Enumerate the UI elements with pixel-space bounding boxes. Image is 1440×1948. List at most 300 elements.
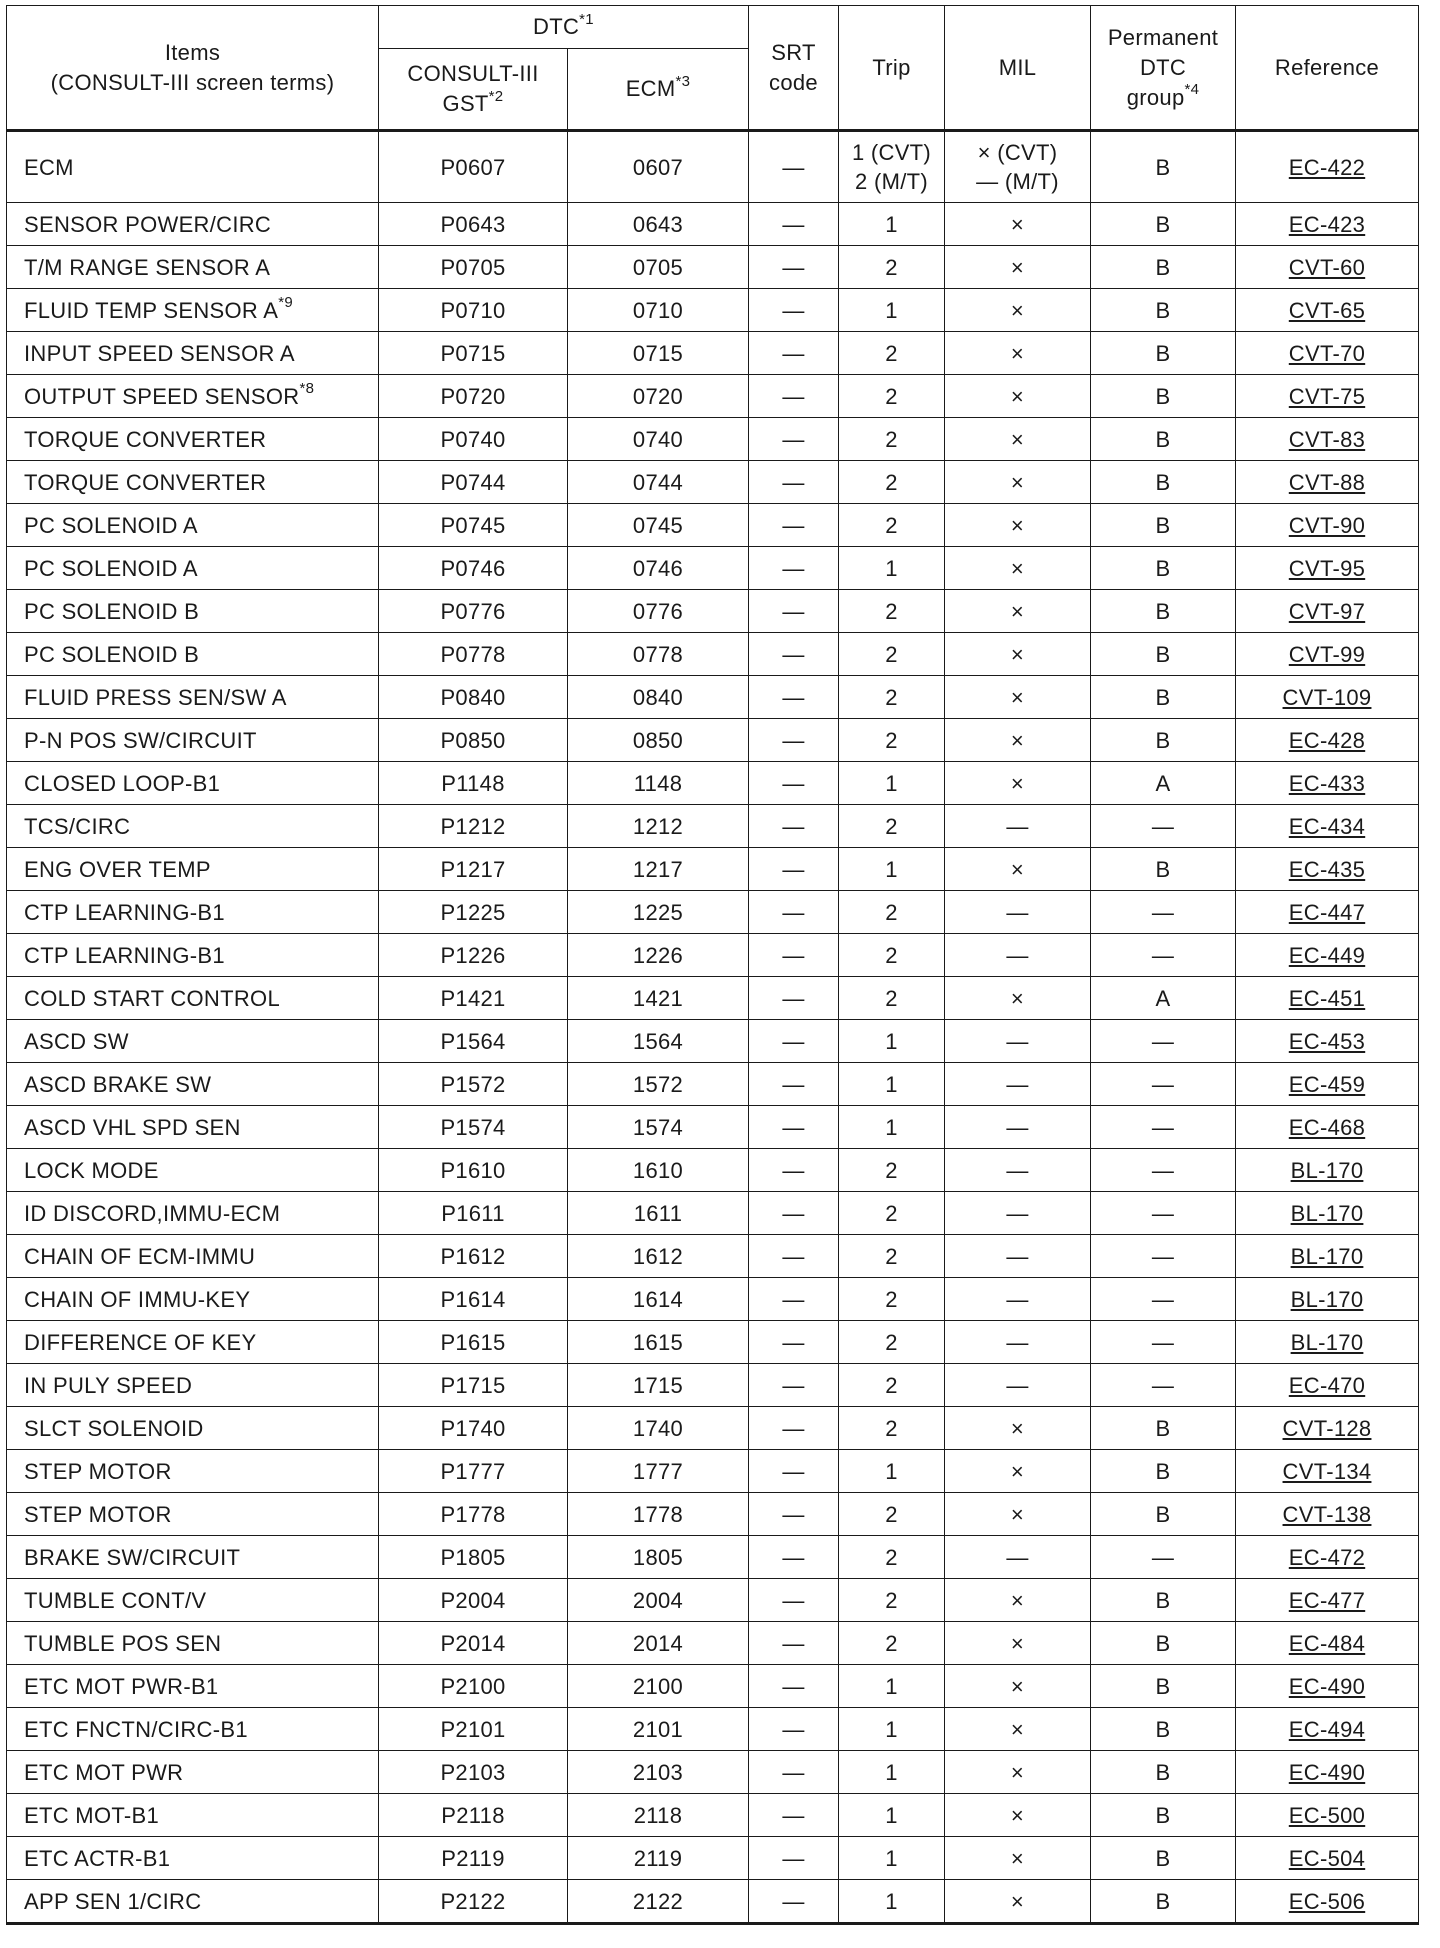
srt-code-cell: —: [749, 1192, 839, 1235]
trip-cell: [839, 131, 945, 203]
permanent-dtc-group-cell: B: [1091, 289, 1236, 332]
ecm-cell: 1226: [568, 934, 749, 977]
reference-link[interactable]: CVT-99: [1288, 641, 1366, 667]
reference-link[interactable]: EC-423: [1288, 211, 1366, 237]
reference-link[interactable]: EC-506: [1288, 1888, 1366, 1914]
ecm-cell: 0607: [568, 131, 749, 203]
item-name: LOCK MODE: [24, 1157, 159, 1183]
reference-link[interactable]: EC-504: [1288, 1845, 1366, 1871]
trip-cell: 2: [839, 590, 945, 633]
reference-cell: [1236, 848, 1419, 891]
ecm-cell: 1421: [568, 977, 749, 1020]
ecm-cell: 1740: [568, 1407, 749, 1450]
header-consult-gst: CONSULT-III GST$^{*2}$: [379, 49, 568, 131]
reference-link[interactable]: EC-470: [1288, 1372, 1366, 1398]
reference-link[interactable]: EC-468: [1288, 1114, 1366, 1140]
reference-cell: [1236, 1880, 1419, 1924]
reference-link[interactable]: CVT-95: [1288, 555, 1366, 581]
header-ecm: ECM$^{*3}$: [568, 49, 749, 131]
srt-code-cell: —: [749, 805, 839, 848]
ecm-cell: 1611: [568, 1192, 749, 1235]
item-name: ETC MOT PWR: [24, 1759, 184, 1785]
permanent-dtc-group-cell: B: [1091, 504, 1236, 547]
item-cell: [7, 1149, 379, 1192]
permanent-dtc-group-cell: —: [1091, 1321, 1236, 1364]
item-cell: [7, 1364, 379, 1407]
mil-value: — (M/T): [976, 169, 1059, 194]
item-cell: [7, 1837, 379, 1880]
consult-gst-cell: P2122: [379, 1880, 568, 1924]
item-cell: [7, 633, 379, 676]
reference-link[interactable]: EC-433: [1288, 770, 1366, 796]
srt-code-cell: —: [749, 131, 839, 203]
permanent-dtc-group-cell: A: [1091, 762, 1236, 805]
reference-link[interactable]: CVT-109: [1282, 684, 1372, 710]
consult-gst-cell: P1740: [379, 1407, 568, 1450]
mil-cell: ×: [945, 504, 1091, 547]
dtc-table: [6, 5, 1419, 1925]
item-name: COLD START CONTROL: [24, 985, 280, 1011]
table-row: [7, 1407, 1419, 1450]
item-cell: [7, 1020, 379, 1063]
table-row: [7, 375, 1419, 418]
table-row: [7, 1536, 1419, 1579]
consult-gst-cell: P0840: [379, 676, 568, 719]
mil-cell: ×: [945, 418, 1091, 461]
reference-link[interactable]: EC-435: [1288, 856, 1366, 882]
reference-link[interactable]: EC-459: [1288, 1071, 1366, 1097]
table-row: [7, 1235, 1419, 1278]
ecm-cell: 2119: [568, 1837, 749, 1880]
reference-cell: [1236, 1278, 1419, 1321]
permanent-dtc-group-cell: —: [1091, 805, 1236, 848]
permanent-dtc-group-cell: B: [1091, 131, 1236, 203]
consult-gst-cell: P1212: [379, 805, 568, 848]
mil-cell: ×: [945, 1708, 1091, 1751]
item-cell: [7, 1622, 379, 1665]
reference-cell: [1236, 934, 1419, 977]
permanent-dtc-group-cell: B: [1091, 547, 1236, 590]
ecm-cell: 1225: [568, 891, 749, 934]
item-cell: [7, 1579, 379, 1622]
item-name: ETC MOT PWR-B1: [24, 1673, 219, 1699]
reference-link[interactable]: CVT-138: [1282, 1501, 1372, 1527]
item-name: CTP LEARNING-B1: [24, 899, 225, 925]
reference-link[interactable]: EC-472: [1288, 1544, 1366, 1570]
table-row: [7, 1579, 1419, 1622]
srt-code-cell: —: [749, 1106, 839, 1149]
item-name: CHAIN OF IMMU-KEY: [24, 1286, 251, 1312]
reference-cell: [1236, 1020, 1419, 1063]
consult-gst-cell: P0607: [379, 131, 568, 203]
table-row: [7, 504, 1419, 547]
ecm-cell: 1615: [568, 1321, 749, 1364]
item-cell: [7, 1880, 379, 1924]
item-name: TORQUE CONVERTER: [24, 469, 267, 495]
table-row: [7, 719, 1419, 762]
consult-gst-cell: P1574: [379, 1106, 568, 1149]
mil-cell: ×: [945, 246, 1091, 289]
trip-cell: 1: [839, 1794, 945, 1837]
ecm-cell: 1574: [568, 1106, 749, 1149]
trip-cell: 2: [839, 676, 945, 719]
reference-cell: [1236, 1149, 1419, 1192]
reference-link[interactable]: BL-170: [1290, 1200, 1364, 1226]
reference-cell: [1236, 676, 1419, 719]
item-name: TUMBLE POS SEN: [24, 1630, 222, 1656]
reference-cell: [1236, 977, 1419, 1020]
consult-gst-cell: P1611: [379, 1192, 568, 1235]
consult-gst-cell: P1564: [379, 1020, 568, 1063]
mil-cell: ×: [945, 676, 1091, 719]
table-row: [7, 418, 1419, 461]
header-dtc: DTC$^{*1}$: [379, 6, 749, 49]
srt-code-cell: —: [749, 332, 839, 375]
reference-cell: [1236, 203, 1419, 246]
permanent-dtc-group-cell: B: [1091, 1880, 1236, 1924]
trip-cell: 1: [839, 1063, 945, 1106]
permanent-dtc-group-cell: B: [1091, 203, 1236, 246]
table-header: [7, 6, 1419, 131]
reference-link[interactable]: CVT-134: [1282, 1458, 1372, 1484]
mil-cell: ×: [945, 719, 1091, 762]
reference-link[interactable]: CVT-90: [1288, 512, 1366, 538]
permanent-dtc-group-cell: —: [1091, 934, 1236, 977]
mil-cell: —: [945, 1235, 1091, 1278]
table-row: [7, 1106, 1419, 1149]
item-name: TORQUE CONVERTER: [24, 426, 267, 452]
reference-link[interactable]: EC-494: [1288, 1716, 1366, 1742]
srt-code-cell: —: [749, 1149, 839, 1192]
item-name: CLOSED LOOP-B1: [24, 770, 221, 796]
reference-link[interactable]: CVT-75: [1288, 383, 1366, 409]
trip-cell: 2: [839, 1278, 945, 1321]
table-row: [7, 1837, 1419, 1880]
item-cell: [7, 1321, 379, 1364]
mil-cell: ×: [945, 1794, 1091, 1837]
reference-link[interactable]: CVT-128: [1282, 1415, 1372, 1441]
item-cell: [7, 676, 379, 719]
ecm-cell: 0850: [568, 719, 749, 762]
item-cell: [7, 1235, 379, 1278]
reference-link[interactable]: CVT-65: [1288, 297, 1366, 323]
reference-link[interactable]: CVT-83: [1288, 426, 1366, 452]
ecm-cell: 2122: [568, 1880, 749, 1924]
consult-gst-cell: P1777: [379, 1450, 568, 1493]
table-row: [7, 1149, 1419, 1192]
reference-link[interactable]: CVT-97: [1288, 598, 1366, 624]
reference-cell: [1236, 1665, 1419, 1708]
mil-cell: ×: [945, 590, 1091, 633]
trip-cell: 2: [839, 1407, 945, 1450]
table-row: [7, 1364, 1419, 1407]
consult-gst-cell: P1225: [379, 891, 568, 934]
permanent-dtc-group-cell: —: [1091, 1020, 1236, 1063]
ecm-cell: 0776: [568, 590, 749, 633]
item-name: CHAIN OF ECM-IMMU: [24, 1243, 256, 1269]
reference-cell: [1236, 805, 1419, 848]
ecm-cell: 1564: [568, 1020, 749, 1063]
permanent-dtc-group-cell: B: [1091, 1622, 1236, 1665]
consult-gst-cell: P2101: [379, 1708, 568, 1751]
ecm-cell: 1778: [568, 1493, 749, 1536]
reference-cell: [1236, 1364, 1419, 1407]
item-name: PC SOLENOID A: [24, 512, 198, 538]
reference-link[interactable]: EC-434: [1288, 813, 1366, 839]
reference-link[interactable]: EC-449: [1288, 942, 1366, 968]
item-name: ASCD SW: [24, 1028, 129, 1054]
permanent-dtc-group-cell: —: [1091, 1063, 1236, 1106]
table-row: [7, 203, 1419, 246]
item-name: ETC ACTR-B1: [24, 1845, 171, 1871]
reference-cell: [1236, 1794, 1419, 1837]
reference-link[interactable]: EC-451: [1288, 985, 1366, 1011]
mil-cell: ×: [945, 203, 1091, 246]
item-cell: [7, 1063, 379, 1106]
item-cell: [7, 1708, 379, 1751]
reference-cell: [1236, 246, 1419, 289]
trip-cell: 1: [839, 1880, 945, 1924]
consult-gst-cell: P1805: [379, 1536, 568, 1579]
consult-gst-cell: P0776: [379, 590, 568, 633]
ecm-cell: 1777: [568, 1450, 749, 1493]
item-cell: [7, 805, 379, 848]
ecm-cell: 1572: [568, 1063, 749, 1106]
item-name: TCS/CIRC: [24, 813, 131, 839]
reference-cell: [1236, 332, 1419, 375]
item-name: FLUID TEMP SENSOR A: [24, 297, 279, 323]
srt-code-cell: —: [749, 1665, 839, 1708]
mil-cell: [945, 131, 1091, 203]
srt-code-cell: —: [749, 1407, 839, 1450]
consult-gst-cell: P0745: [379, 504, 568, 547]
consult-gst-cell: P0720: [379, 375, 568, 418]
mil-cell: ×: [945, 1493, 1091, 1536]
permanent-dtc-group-cell: B: [1091, 633, 1236, 676]
reference-link[interactable]: CVT-60: [1288, 254, 1366, 280]
srt-code-cell: —: [749, 1837, 839, 1880]
srt-code-cell: —: [749, 1622, 839, 1665]
mil-cell: ×: [945, 1622, 1091, 1665]
trip-cell: 1: [839, 1751, 945, 1794]
reference-link[interactable]: EC-490: [1288, 1673, 1366, 1699]
ecm-cell: 0840: [568, 676, 749, 719]
item-name: P-N POS SW/CIRCUIT: [24, 727, 257, 753]
mil-cell: ×: [945, 289, 1091, 332]
consult-gst-cell: P0778: [379, 633, 568, 676]
reference-cell: [1236, 1751, 1419, 1794]
mil-cell: ×: [945, 332, 1091, 375]
consult-gst-cell: P0746: [379, 547, 568, 590]
reference-cell: [1236, 131, 1419, 203]
ecm-cell: 2014: [568, 1622, 749, 1665]
reference-cell: [1236, 590, 1419, 633]
item-name: ID DISCORD,IMMU-ECM: [24, 1200, 281, 1226]
item-cell: [7, 131, 379, 203]
consult-gst-cell: P1148: [379, 762, 568, 805]
srt-code-cell: —: [749, 1493, 839, 1536]
permanent-dtc-group-cell: B: [1091, 1579, 1236, 1622]
trip-cell: 1: [839, 289, 945, 332]
permanent-dtc-group-cell: —: [1091, 1192, 1236, 1235]
reference-cell: [1236, 1708, 1419, 1751]
srt-code-cell: —: [749, 1579, 839, 1622]
item-name: STEP MOTOR: [24, 1501, 172, 1527]
ecm-cell: 2004: [568, 1579, 749, 1622]
consult-gst-cell: P0740: [379, 418, 568, 461]
reference-cell: [1236, 1106, 1419, 1149]
trip-cell: 2: [839, 1192, 945, 1235]
srt-code-cell: —: [749, 1235, 839, 1278]
permanent-dtc-group-cell: —: [1091, 1149, 1236, 1192]
reference-link[interactable]: CVT-88: [1288, 469, 1366, 495]
ecm-cell: 1217: [568, 848, 749, 891]
mil-cell: ×: [945, 977, 1091, 1020]
item-cell: [7, 1407, 379, 1450]
permanent-dtc-group-cell: B: [1091, 848, 1236, 891]
item-name: STEP MOTOR: [24, 1458, 172, 1484]
mil-cell: —: [945, 934, 1091, 977]
srt-code-cell: —: [749, 891, 839, 934]
permanent-dtc-group-cell: B: [1091, 676, 1236, 719]
table-body: [7, 131, 1419, 1924]
reference-link[interactable]: EC-484: [1288, 1630, 1366, 1656]
item-cell: [7, 1192, 379, 1235]
trip-cell: 2: [839, 977, 945, 1020]
trip-cell: 2: [839, 418, 945, 461]
reference-cell: [1236, 1450, 1419, 1493]
srt-code-cell: —: [749, 461, 839, 504]
item-cell: [7, 719, 379, 762]
consult-gst-cell: P2119: [379, 1837, 568, 1880]
ecm-cell: 0778: [568, 633, 749, 676]
consult-gst-cell: P0715: [379, 332, 568, 375]
item-cell: [7, 977, 379, 1020]
consult-gst-cell: P0643: [379, 203, 568, 246]
reference-link[interactable]: BL-170: [1290, 1329, 1364, 1355]
item-cell: [7, 289, 379, 332]
table-row: [7, 246, 1419, 289]
table-row: [7, 977, 1419, 1020]
mil-cell: —: [945, 1106, 1091, 1149]
consult-gst-cell: P1614: [379, 1278, 568, 1321]
srt-code-cell: —: [749, 504, 839, 547]
reference-link[interactable]: EC-428: [1288, 727, 1366, 753]
permanent-dtc-group-cell: B: [1091, 1665, 1236, 1708]
reference-cell: [1236, 891, 1419, 934]
item-name: ETC FNCTN/CIRC-B1: [24, 1716, 248, 1742]
reference-cell: [1236, 375, 1419, 418]
mil-cell: —: [945, 1063, 1091, 1106]
reference-cell: [1236, 1192, 1419, 1235]
reference-cell: [1236, 1837, 1419, 1880]
ecm-cell: 0715: [568, 332, 749, 375]
table-row: [7, 332, 1419, 375]
reference-cell: [1236, 1622, 1419, 1665]
srt-code-cell: —: [749, 676, 839, 719]
srt-code-cell: —: [749, 203, 839, 246]
item-cell: [7, 590, 379, 633]
trip-cell: 2: [839, 1493, 945, 1536]
ecm-cell: 0643: [568, 203, 749, 246]
permanent-dtc-group-cell: —: [1091, 1364, 1236, 1407]
consult-gst-cell: P2014: [379, 1622, 568, 1665]
trip-cell: 2: [839, 633, 945, 676]
table-row: [7, 1020, 1419, 1063]
permanent-dtc-group-cell: B: [1091, 246, 1236, 289]
mil-cell: —: [945, 1321, 1091, 1364]
permanent-dtc-group-cell: B: [1091, 1751, 1236, 1794]
reference-link[interactable]: BL-170: [1290, 1243, 1364, 1269]
trip-cell: 2: [839, 504, 945, 547]
item-name: SLCT SOLENOID: [24, 1415, 204, 1441]
reference-link[interactable]: EC-447: [1288, 899, 1366, 925]
header-mil: MIL: [945, 6, 1091, 131]
reference-link[interactable]: EC-453: [1288, 1028, 1366, 1054]
consult-gst-cell: P1615: [379, 1321, 568, 1364]
srt-code-cell: —: [749, 977, 839, 1020]
trip-value: 1 (CVT): [851, 140, 932, 165]
table-row: [7, 1192, 1419, 1235]
permanent-dtc-group-cell: B: [1091, 375, 1236, 418]
consult-gst-cell: P0705: [379, 246, 568, 289]
reference-link[interactable]: EC-490: [1288, 1759, 1366, 1785]
reference-link[interactable]: EC-422: [1288, 154, 1366, 180]
trip-cell: 1: [839, 1665, 945, 1708]
ecm-cell: 1715: [568, 1364, 749, 1407]
item-cell: [7, 1794, 379, 1837]
item-name: IN PULY SPEED: [24, 1372, 193, 1398]
permanent-dtc-group-cell: —: [1091, 891, 1236, 934]
reference-link[interactable]: EC-477: [1288, 1587, 1366, 1613]
item-name: ENG OVER TEMP: [24, 856, 211, 882]
table-row: [7, 131, 1419, 203]
srt-code-cell: —: [749, 1321, 839, 1364]
permanent-dtc-group-cell: B: [1091, 1407, 1236, 1450]
reference-link[interactable]: BL-170: [1290, 1286, 1364, 1312]
reference-link[interactable]: BL-170: [1290, 1157, 1364, 1183]
item-cell: [7, 203, 379, 246]
table-row: [7, 1493, 1419, 1536]
mil-value: × (CVT): [977, 140, 1058, 165]
ecm-cell: 2103: [568, 1751, 749, 1794]
mil-cell: —: [945, 1020, 1091, 1063]
trip-cell: 2: [839, 332, 945, 375]
permanent-dtc-group-cell: —: [1091, 1106, 1236, 1149]
reference-link[interactable]: CVT-70: [1288, 340, 1366, 366]
srt-code-cell: —: [749, 719, 839, 762]
header-permanent-dtc-group: Permanent DTC group$^{*4}$: [1091, 6, 1236, 131]
item-cell: [7, 1536, 379, 1579]
item-cell: [7, 418, 379, 461]
item-name: PC SOLENOID A: [24, 555, 198, 581]
permanent-dtc-group-cell: —: [1091, 1536, 1236, 1579]
ecm-cell: 2101: [568, 1708, 749, 1751]
srt-code-cell: —: [749, 590, 839, 633]
srt-code-cell: —: [749, 633, 839, 676]
item-name: BRAKE SW/CIRCUIT: [24, 1544, 241, 1570]
ecm-cell: 0744: [568, 461, 749, 504]
mil-cell: ×: [945, 1837, 1091, 1880]
consult-gst-cell: P2004: [379, 1579, 568, 1622]
consult-gst-cell: P1612: [379, 1235, 568, 1278]
ecm-cell: 0746: [568, 547, 749, 590]
ecm-cell: 0710: [568, 289, 749, 332]
reference-link[interactable]: EC-500: [1288, 1802, 1366, 1828]
srt-code-cell: —: [749, 1708, 839, 1751]
reference-cell: [1236, 1407, 1419, 1450]
consult-gst-cell: P1572: [379, 1063, 568, 1106]
